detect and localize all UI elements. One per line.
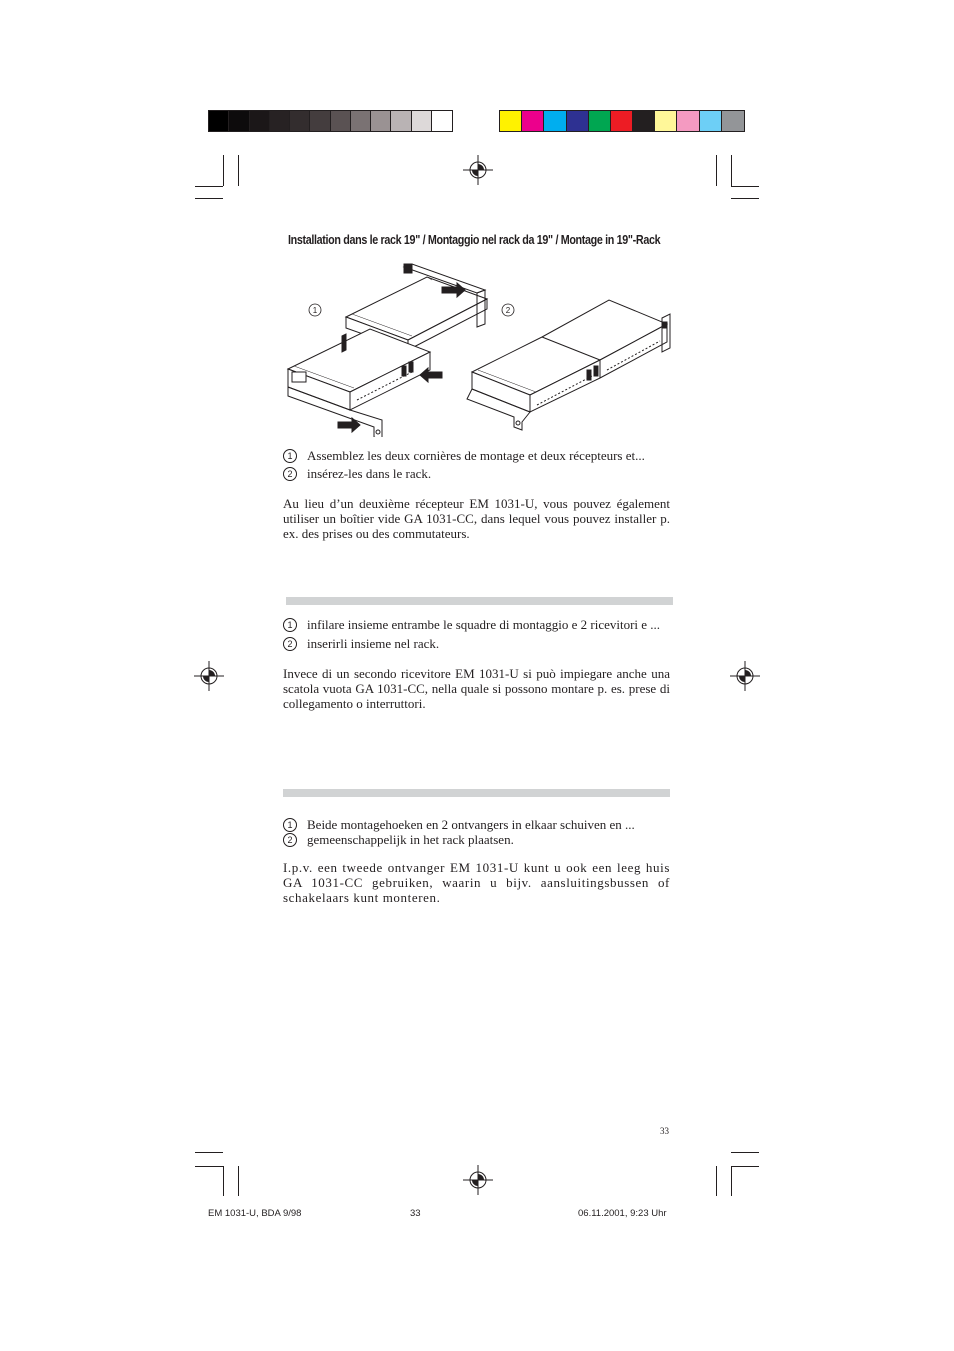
- combined-rack-unit: [467, 300, 670, 430]
- footer-left: EM 1031-U, BDA 9/98: [208, 1208, 302, 1219]
- step-number: 2: [283, 833, 297, 847]
- step-item: [283, 447, 645, 464]
- color-swatch: [412, 111, 432, 131]
- registration-mark-icon: [463, 155, 493, 185]
- color-swatch: [522, 111, 544, 131]
- section-divider-bar: [286, 597, 673, 605]
- color-swatch: [229, 111, 249, 131]
- footer-center: 33: [410, 1208, 421, 1219]
- step-number: 1: [283, 818, 297, 832]
- registration-mark-icon: [194, 661, 224, 691]
- color-swatch: [432, 111, 452, 131]
- color-swatch: [544, 111, 566, 131]
- color-swatch: [290, 111, 310, 131]
- step-text: infilare insieme entrambe le squadre di montaggio e 2 ricevitori e ...: [307, 617, 661, 632]
- color-swatch: [700, 111, 722, 131]
- lower-receiver-unit: [288, 329, 430, 437]
- arrow-icon: [338, 418, 360, 432]
- color-swatch: [500, 111, 522, 131]
- color-swatch: [655, 111, 677, 131]
- color-calibration-bar: [499, 110, 745, 132]
- step-item: [283, 465, 431, 482]
- color-swatch: [677, 111, 699, 131]
- section-paragraph: Invece di un secondo ricevitore EM 1031-U si può impiegare anche una scatola vuota GA 1031-CC, nella quale si possono montare p. es. prese di collegamento o interruttori.: [283, 666, 670, 711]
- color-swatch: [589, 111, 611, 131]
- registration-mark-icon: [730, 661, 760, 691]
- color-swatch: [250, 111, 270, 131]
- color-swatch: [722, 111, 744, 131]
- color-swatch: [611, 111, 633, 131]
- color-swatch: [391, 111, 411, 131]
- step-item: [283, 635, 439, 652]
- figure-label-2: [502, 304, 514, 316]
- color-swatch: [371, 111, 391, 131]
- page-number: 33: [660, 1126, 669, 1136]
- rack-assembly-illustration: [282, 262, 674, 437]
- grayscale-calibration-bar: [208, 110, 453, 132]
- registration-mark-icon: [463, 1165, 493, 1195]
- color-swatch: [633, 111, 655, 131]
- step-item: [283, 831, 514, 848]
- step-number: 2: [283, 467, 297, 481]
- step-text: Assemblez les deux cornières de montage et deux récepteurs et...: [307, 448, 645, 463]
- figure-label-1: [309, 304, 321, 316]
- step-item: [283, 616, 660, 633]
- step-text: inserirli insieme nel rack.: [307, 636, 440, 651]
- color-swatch: [209, 111, 229, 131]
- svg-text:2: 2: [505, 306, 511, 315]
- section-divider-bar: [283, 789, 670, 797]
- color-swatch: [331, 111, 351, 131]
- step-text: gemeenschappelijk in het rack plaatsen.: [307, 832, 514, 847]
- step-number: 1: [283, 449, 297, 463]
- color-swatch: [351, 111, 371, 131]
- section-paragraph: I.p.v. een tweede ontvanger EM 1031-U kunt u ook een leeg huis GA 1031-CC gebruiken, waarin u bijv. aansluitingsbussen of schakelaars kunt monteren.: [283, 860, 670, 905]
- step-text: insérez-les dans le rack.: [307, 466, 432, 481]
- color-swatch: [310, 111, 330, 131]
- section-paragraph: Au lieu d’un deuxième récepteur EM 1031-U, vous pouvez également utiliser un boîtier vide GA 1031-CC, dans lequel vous pouvez installer p. ex. des prises ou des commutateurs.: [283, 496, 670, 541]
- svg-text:1: 1: [312, 306, 318, 315]
- footer-right: 06.11.2001, 9:23 Uhr: [578, 1208, 667, 1219]
- step-number: 1: [283, 618, 297, 632]
- page-heading: Installation dans le rack 19" / Montaggio nel rack da 19" / Montage in 19"-Rack: [288, 233, 661, 247]
- color-swatch: [270, 111, 290, 131]
- step-number: 2: [283, 637, 297, 651]
- color-swatch: [567, 111, 589, 131]
- step-text: Beide montagehoeken en 2 ontvangers in elkaar schuiven en ...: [307, 817, 635, 832]
